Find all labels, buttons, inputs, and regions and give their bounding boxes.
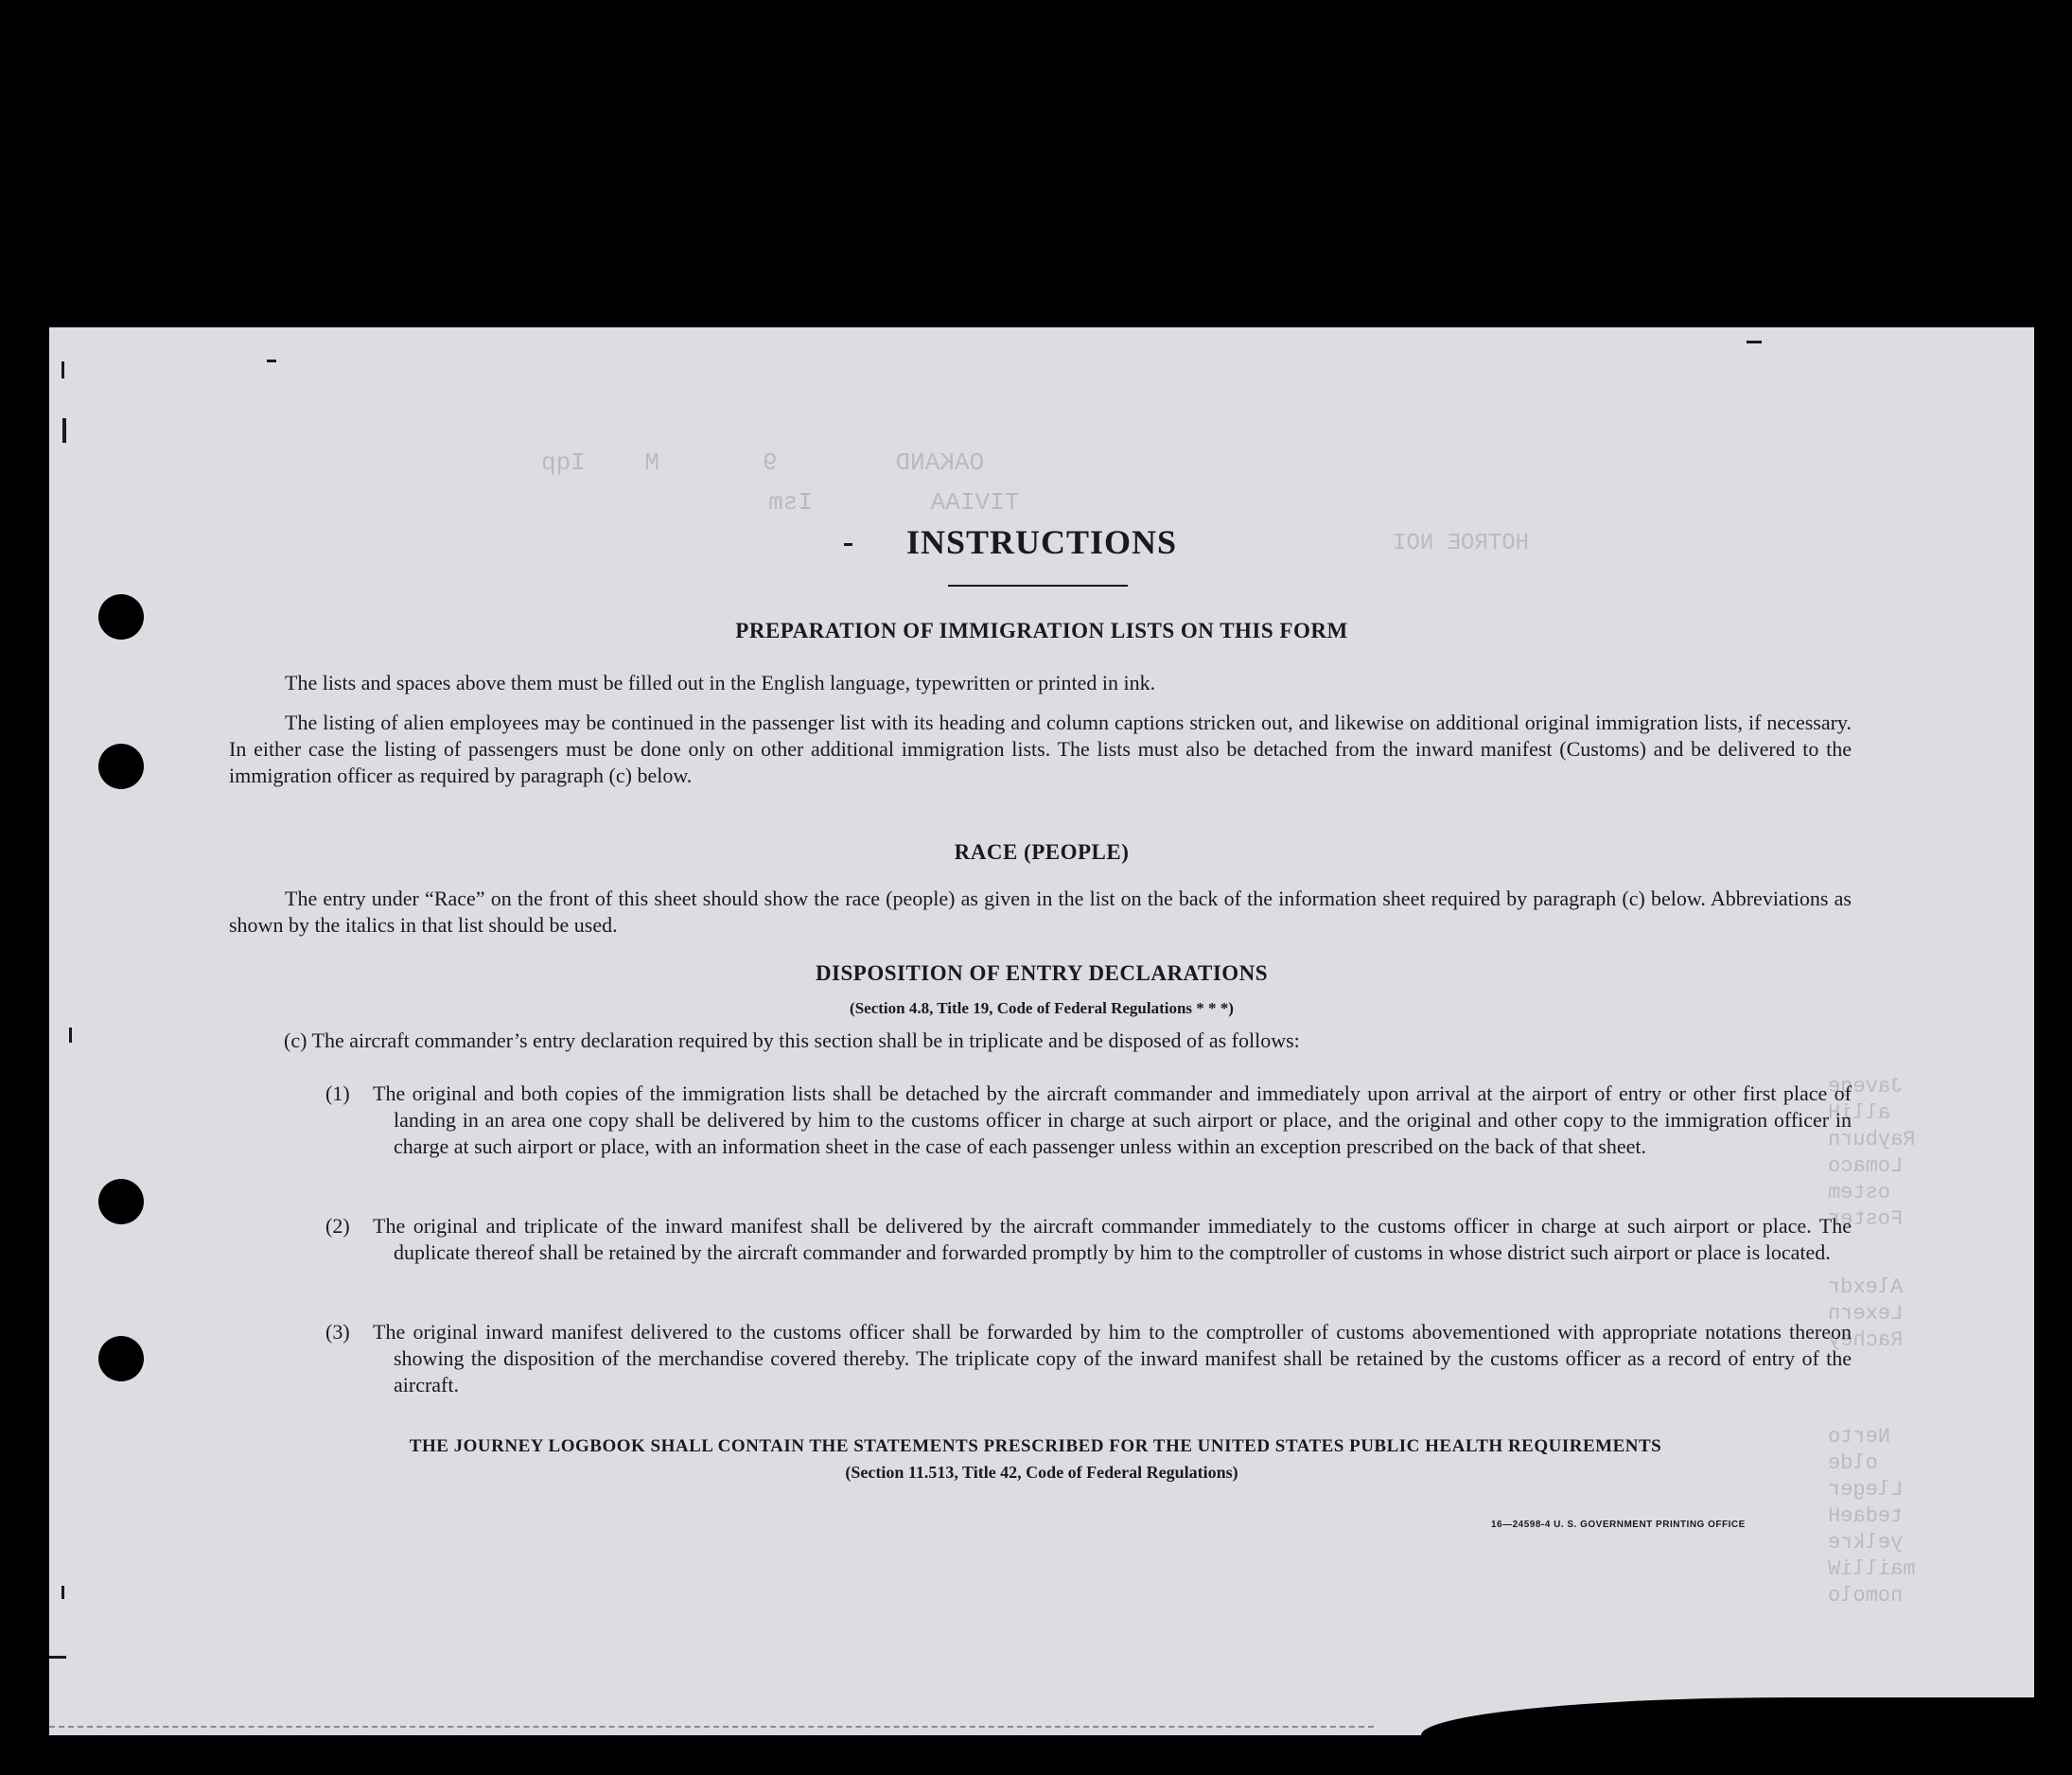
printer-imprint: 16—24598-4 U. S. GOVERNMENT PRINTING OFFICE (1491, 1520, 1746, 1530)
punch-hole (98, 1336, 144, 1381)
section-heading-preparation: PREPARATION OF IMMIGRATION LISTS ON THIS FORM (735, 619, 1348, 642)
speck (62, 418, 66, 443)
speck (267, 360, 276, 362)
section-citation: (Section 4.8, Title 19, Code of Federal Regulations * * *) (850, 999, 1234, 1017)
list-item-number: (2) (325, 1214, 350, 1238)
paragraph: The entry under “Race” on the front of this sheet should show the race (people) as given in the list on the back of the information sheet required by paragraph (c) below. Abbreviations as shown by the italics in that list should be used. (229, 887, 1852, 937)
list-item-text: The original inward manifest delivered to the customs officer shall be forwarded by him to the comptroller of customs abovementioned with appropriate notations thereon showing the disposition of the merchandise covered thereby. The triplicate copy of the inward manifest shall be retained by the customs officer as a record of entry of the aircraft. (373, 1320, 1852, 1397)
punch-hole (98, 1179, 144, 1224)
list-item (325, 1319, 1852, 1398)
list-item (325, 1213, 1852, 1266)
page-title: INSTRUCTIONS (905, 523, 1178, 561)
section-heading-race: RACE (PEOPLE) (954, 840, 1130, 864)
page-edge-line (49, 1726, 1374, 1728)
list-item-number: (3) (325, 1320, 350, 1344)
title-underline (948, 585, 1128, 587)
section-heading-disposition: DISPOSITION OF ENTRY DECLARATIONS (815, 961, 1269, 985)
speck (1747, 341, 1762, 343)
paragraph: The lists and spaces above them must be filled out in the English language, typewritten or printed in ink. (285, 671, 1156, 694)
paragraph: The listing of alien employees may be continued in the passenger list with its heading and column captions stricken out, and likewise on additional original immigration lists, if necessary. In either case the listing of passengers must be done only on other additional immigration lists. The lists must also be detached from the inward manifest (Customs) and be delivered to the immigration officer as required by paragraph (c) below. (229, 711, 1852, 787)
speck (69, 1028, 72, 1043)
list-item-text: The original and triplicate of the inward manifest shall be delivered by the aircraft commander immediately to the customs officer in charge at such airport or place. The duplicate thereof shall be retained by the aircraft commander and forwarded promptly by him to the comptroller of customs in whose district such airport or place is located. (373, 1214, 1852, 1264)
footer-statement: THE JOURNEY LOGBOOK SHALL CONTAIN THE STATEMENTS PRESCRIBED FOR THE UNITED STATES PUBLIC HEALTH REQUIREMENTS (409, 1436, 1662, 1456)
footer-citation: (Section 11.513, Title 42, Code of Federal Regulations) (845, 1463, 1238, 1482)
torn-corner (1421, 1697, 2046, 1745)
list-item-number: (1) (325, 1081, 350, 1105)
form-sheet: OAKAND 9 M Iqp TIVIAA Ism HOTROE NOI Javege alliH Rayburn Lomaco ostem Foster Alexdr Lexern Rachey Nerto olde Lleger tedaeH yelkre mailliW nomolo INSTRUCTIONS PREPARATION OF IMMIGRATION LISTS ON THIS FORM The lists and spaces above them must be filled out in the English language, typewritten or printed in ink. The listing of alien employees may be continued in the passenger list with its heading and column captions stricken out, and likewise on additional original immigration lists, if necessary. In either case the listing of passengers must be done only on other additional immigration lists. The lists must also be detached from the inward manifest (Customs) and be delivered to the immigration officer as required by paragraph (c) below. RACE (PEOPLE) The entry under “Race” on the front of this sheet should show the race (people) as given in the list on the back of the information sheet required by paragraph (c) below. Abbreviations as shown by the italics in that list should be used. DISPOSITION OF ENTRY DECLARATIONS (Section 4.8, Title 19, Code of Federal Regulations * * *) (c) The aircraft commander’s entry declaration required by this section shall be in triplicate and be disposed of as follows: (1) The original and both copies of the immigration lists shall be detached by the aircraft commander and immediately upon arrival at the airport of entry or other first place of landing in an area one copy shall be delivered by him to the customs officer in charge at such airport or place, and the original and other copy to the immigration officer in charge at such airport or place, with an information sheet in the case of each passenger unless within an exception prescribed on the back of that sheet. (2) The original and triplicate of the inward manifest shall be delivered by the aircraft commander immediately to the customs officer in charge at such airport or place. The duplicate thereof shall be retained by the aircraft commander and forwarded promptly by him to the comptroller of customs in whose district such airport or place is located. (3) The original inward manifest delivered to the customs officer shall be forwarded by him to the comptroller of customs abovementioned with appropriate notations thereon showing the disposition of the merchandise covered thereby. The triplicate copy of the inward manifest shall be retained by the customs officer as a record of entry of the aircraft. THE JOURNEY LOGBOOK SHALL CONTAIN THE STATEMENTS PRESCRIBED FOR THE UNITED STATES PUBLIC HEALTH REQUIREMENTS (Section 11.513, Title 42, Code of Federal Regulations) 16—24598-4 U. S. GOVERNMENT PRINTING OFFICE (49, 327, 2034, 1735)
speck (49, 1656, 66, 1659)
list-item-text: The original and both copies of the immigration lists shall be detached by the aircraft commander and immediately upon arrival at the airport of entry or other first place of landing in an area one copy shall be delivered by him to the customs officer in charge at such airport or place, and the original and other copy to the immigration officer in charge at such airport or place, with an information sheet in the case of each passenger unless within an exception prescribed on the back of that sheet. (373, 1081, 1852, 1158)
speck (61, 361, 64, 378)
paragraph-intro: (c) The aircraft commander’s entry declaration required by this section shall be in triplicate and be disposed of as follows: (284, 1028, 1300, 1052)
punch-hole (98, 744, 144, 789)
speck (61, 1586, 64, 1599)
list-item (325, 1081, 1852, 1160)
